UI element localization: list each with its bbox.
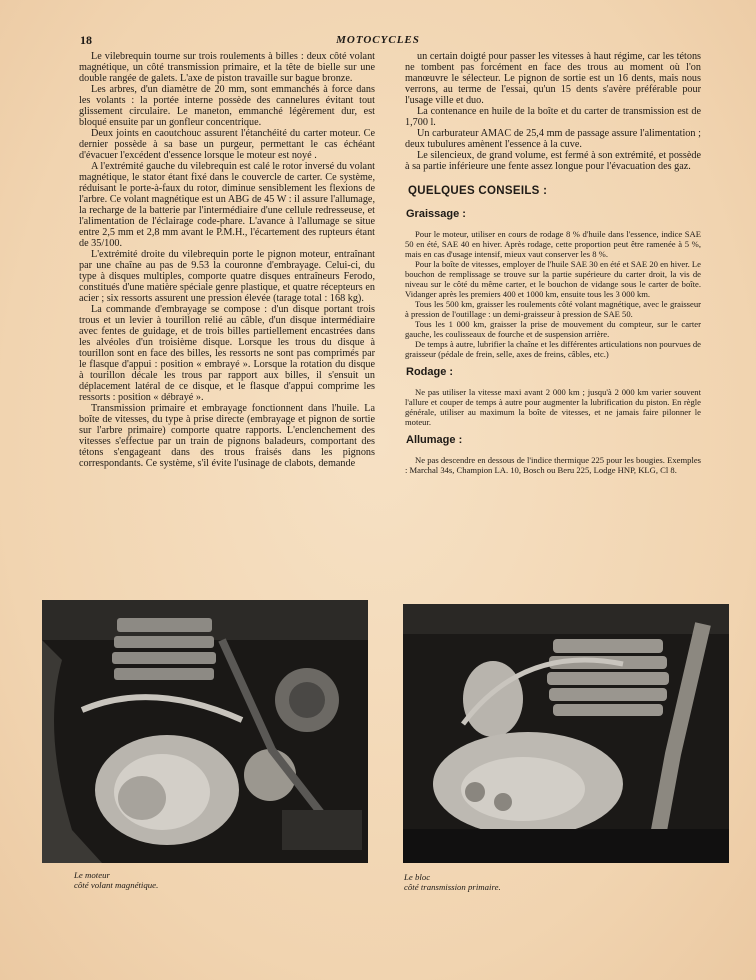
engine-photo-left [42,600,368,863]
paragraph: Tous les 1 000 km, graisser la prise de mouvement du compteur, sur le carter gauche, les coulisseaux de fourche et de suspension arrière. [405,319,701,339]
paragraph: Ne pas descendre en dessous de l'indice thermique 225 pour les bougies. Exemples : Marchal 34s, Champion LA. 10, Bosch ou Beru 225, Lodge HNP, KLG, Cl 8. [405,455,701,475]
engine-illustration [42,600,368,863]
subhead-graissage: Graissage : [406,208,466,220]
paragraph: Transmission primaire et embrayage fonctionnent dans l'huile. La boîte de vitesses, du type à prise directe (embrayage et pignon de sortie sur l'arbre primaire) comporte quatre rapports. L'enclenchement des vitesses s'effectue par un train de pignons baladeurs, comportant des tétons s'engageant dans des trous fraisés dans les pignons correspondants. Ce système, s'il évite l'usinage de clabots, demande [79,403,375,469]
paragraph: un certain doigté pour passer les vitesses à haut régime, car les tétons ne tombent pas forcément en face des trous au moment où l'on manœuvre le sélecteur. Le pignon de sortie est un 16 dents, mais nous verrons, au terme de l'essai, qu'un 15 dents s'avère préférable pour l'usage ville et duo. [405,51,701,106]
caption-line: Le bloc [404,872,431,882]
subhead-allumage: Allumage : [406,434,463,446]
paragraph: La contenance en huile de la boîte et du carter de transmission est de 1,700 l. [405,106,701,128]
page-number: 18 [80,33,92,47]
paragraph: De temps à autre, lubrifier la chaîne et les différentes articulations non pourvues de graisseur (pédale de frein, selle, axes de freins, câbles, etc.) [405,339,701,359]
caption-right [404,872,501,892]
engine-illustration [403,604,729,863]
section-title: QUELQUES CONSEILS : [408,185,548,197]
magazine-title: MOTOCYCLES [336,34,420,46]
paragraph: Ne pas utiliser la vitesse maxi avant 2 000 km ; jusqu'à 2 000 km varier souvent l'allure et couper de temps à autre pour augmenter la lubrification du piston. En règle générale, utiliser au maximum la boîte de vitesses, et ne jamais faire pilonner le moteur. [405,387,701,427]
paragraph: A l'extrémité gauche du vilebrequin est calé le rotor inversé du volant magnétique, le stator étant fixé dans le couvercle de carter. Ce système, réduisant le porte-à-faux du rotor, diminue sensiblement les flexions de l'arbre. Ce volant magnétique est un ABG de 45 W : il assure l'allumage, la recharge de la batterie par l'intermédiaire d'une cellule redresseuse, et l'alimentation de l'éclairage code-phare. L'avance à l'allumage se situe entre 2,5 mm et 2,8 mm avant le P.M.H., l'écartement des rupteurs étant de 35/100. [79,161,375,249]
paragraph: Le silencieux, de grand volume, est fermé à son extrémité, et possède à sa partie inférieure une fente assez longue pour l'évacuation des gaz. [405,150,701,172]
paragraph: Tous les 500 km, graisser les roulements côté volant magnétique, avec le graisseur à pression de l'outillage : un demi-graisseur à pression de SAE 50. [405,299,701,319]
caption-line: côté volant magnétique. [74,880,159,890]
right-column [405,51,701,475]
allumage-block [405,455,701,475]
paragraph: La commande d'embrayage se compose : d'un disque portant trois trous et un levier à tourillon relié au câble, d'un disque intermédiaire avec fentes de guidage, et de trois billes partiellement encastrées dans les alvéoles d'un troisième disque. Lorsque les trous du disque à tourillon sont en face des billes, les ressorts ne sont pas comprimés par le flasque d'appui : position « embrayé ». Lorsque la rotation du disque à tourillon décale les trous par rapport aux billes, il s'ensuit un déplacement latéral de ce disque, et le flasque d'appui comprime les ressorts : position « débrayé ». [79,304,375,403]
caption-left [74,870,158,890]
paragraph: Pour la boîte de vitesses, employer de l'huile SAE 30 en été et SAE 20 en hiver. Le bouchon de remplissage se trouve sur la partie supérieure du carter droit, la vis de niveau sur le côté du même carter, et le bouchon de vidange sous le carter de boîte. Vidanger après les premiers 400 et 1000 km, ensuite tous les 3 000 km. [405,259,701,299]
subhead-rodage: Rodage : [406,366,454,378]
left-column [79,51,375,469]
caption-line: côté transmission primaire. [404,882,501,892]
caption-line: Le moteur [74,870,110,880]
paragraph: Pour le moteur, utiliser en cours de rodage 8 % d'huile dans l'essence, indice SAE 50 en été, SAE 40 en hiver. Après rodage, cette proportion peut être ramenée à 5 %, mais en cas d'usage intensif, mieux vaut conserver les 8 %. [405,229,701,259]
rodage-block [405,387,701,427]
paragraph: Un carburateur AMAC de 25,4 mm de passage assure l'alimentation ; deux tubulures amènent l'essence à la cuve. [405,128,701,150]
paragraph: Deux joints en caoutchouc assurent l'étanchéité du carter moteur. Ce dernier possède à sa base un purgeur, permettant le cas échéant d'évacuer l'excédent d'essence lorsque le moteur est noyé . [79,128,375,161]
paragraph: Les arbres, d'un diamètre de 20 mm, sont emmanchés à force dans les volants : la portée interne possède des cannelures évitant tout glissement circulaire. Le maneton, emmanché légèrement dur, est bloqué ensuite par un gonfleur concentrique. [79,84,375,128]
engine-photo-right [403,604,729,863]
graissage-block [405,229,701,359]
paragraph: L'extrémité droite du vilebrequin porte le pignon moteur, entraînant par une chaîne au pas de 9.53 la couronne d'embrayage. Celui-ci, du type à disques multiples, comporte quatre disques entraîneurs Ferodo, constitués d'une matière spéciale genre plastique, et quatre récepteurs en acier ; six ressorts assurent une pression élevée (tarage total : 168 kg). [79,249,375,304]
paragraph: Le vilebrequin tourne sur trois roulements à billes : deux côté volant magnétique, un côté transmission primaire, et la tête de bielle sur une double rangée de galets. L'axe de piston travaille sur bague bronze. [79,51,375,84]
